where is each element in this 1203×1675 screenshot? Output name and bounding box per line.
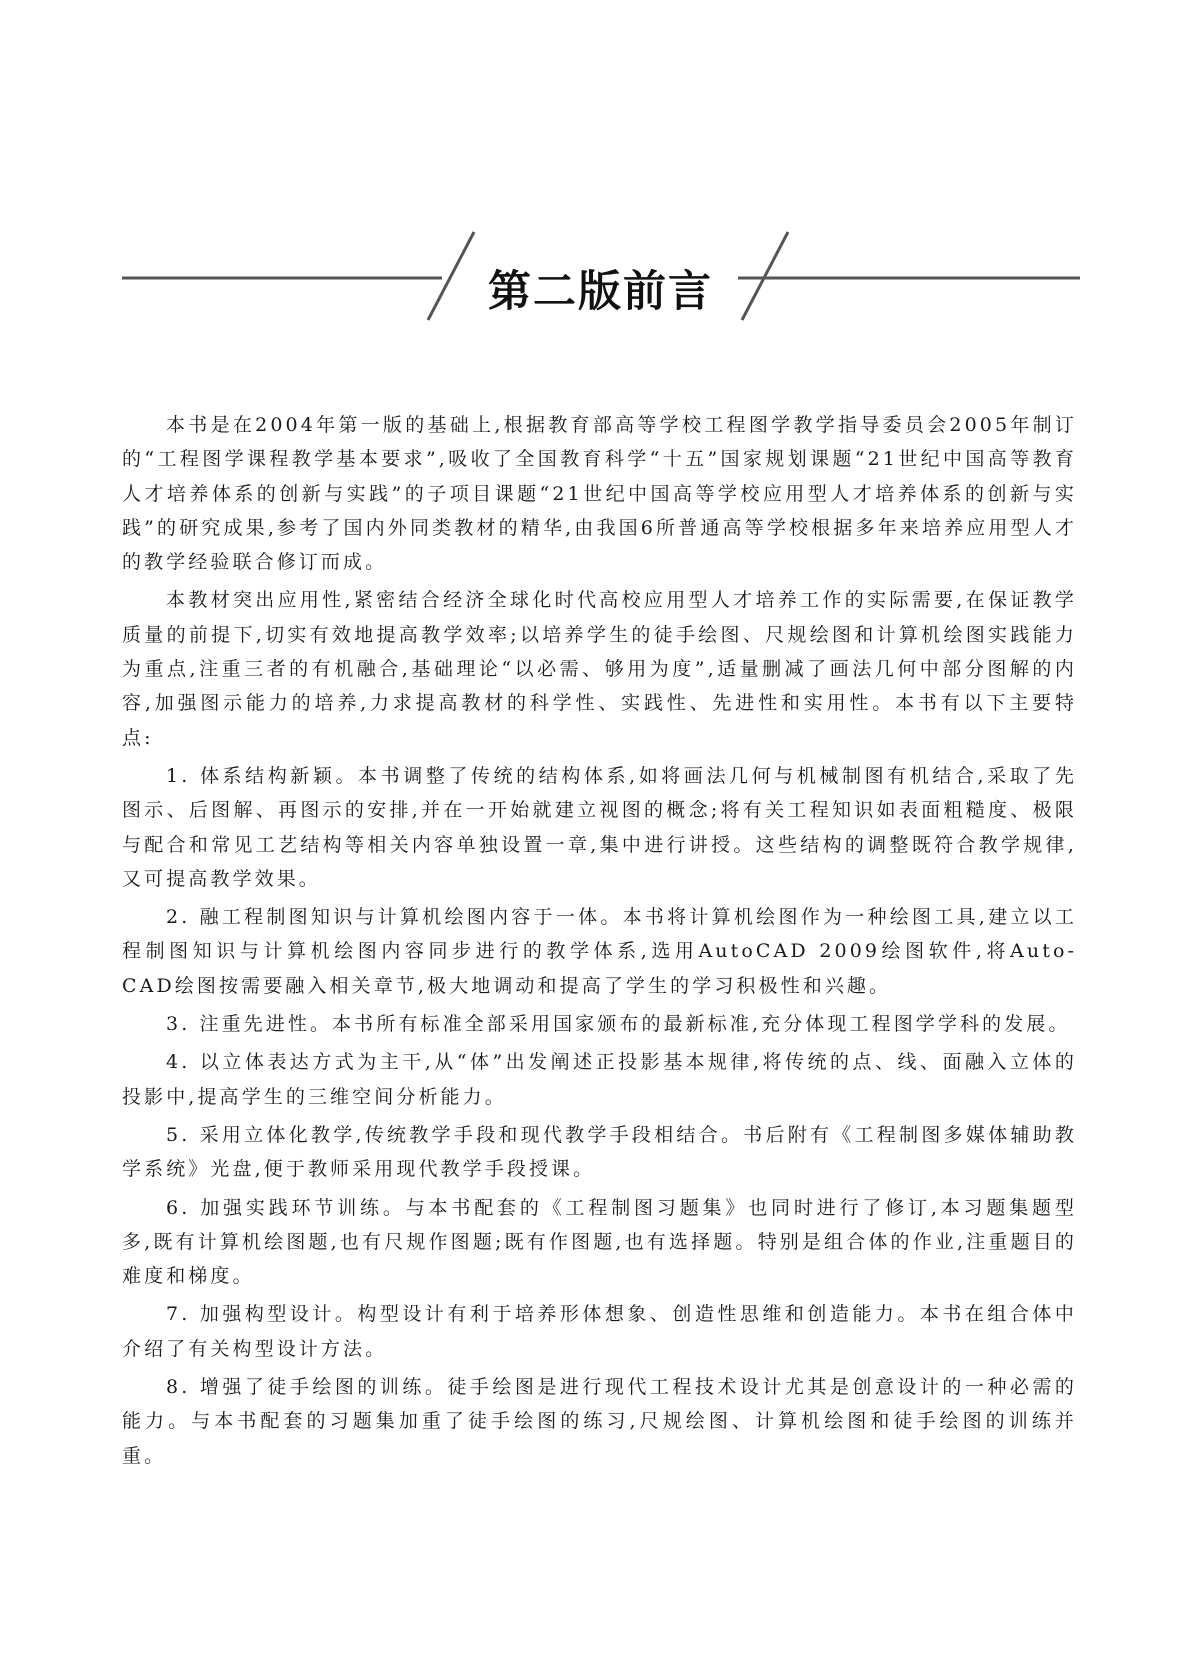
- preface-body: [122, 408, 1077, 1477]
- paragraph-overview: 本教材突出应用性,紧密结合经济全球化时代高校应用型人才培养工作的实际需要,在保证教学质量的前提下,切实有效地提高教学效率;以培养学生的徒手绘图、尺规绘图和计算机绘图实践能力为重点,注重三者的有机融合,基础理论“以必需、够用为度”,适量删减了画法几何中部分图解的内容,加强图示能力的培养,力求提高教材的科学性、实践性、先进性和实用性。本书有以下主要特点:: [122, 589, 1077, 749]
- feature-item-1: 1. 体系结构新颖。本书调整了传统的结构体系,如将画法几何与机械制图有机结合,采取了先图示、后图解、再图示的安排,并在一开始就建立视图的概念;将有关工程知识如表面粗糙度、极限与配合和常见工艺结构等相关内容单独设置一章,集中进行讲授。这些结构的调整既符合教学规律,又可提高教学效果。: [122, 764, 1077, 890]
- paragraph-intro: 本书是在2004年第一版的基础上,根据教育部高等学校工程图学教学指导委员会2005年制订的“工程图学课程教学基本要求”,吸收了全国教育科学“十五”国家规划课题“21世纪中国高等教育人才培养体系的创新与实践”的子项目课题“21世纪中国高等学校应用型人才培养体系的创新与实践”的研究成果,参考了国内外同类教材的精华,由我国6所普通高等学校根据多年来培养应用型人才的教学经验联合修订而成。: [122, 414, 1077, 574]
- feature-item-3: 3. 注重先进性。本书所有标准全部采用国家颁布的最新标准,充分体现工程图学学科的发展。: [166, 1013, 1071, 1036]
- feature-item-2: 2. 融工程制图知识与计算机绘图内容于一体。本书将计算机绘图作为一种绘图工具,建立以工程制图知识与计算机绘图内容同步进行的教学体系,选用AutoCAD 2009绘图软件,将Auto-CAD绘图按需要融入相关章节,极大地调动和提高了学生的学习积极性和兴趣。: [122, 906, 1077, 997]
- page-title: 第二版前言: [488, 267, 713, 317]
- feature-item-5: 5. 采用立体化教学,传统教学手段和现代教学手段相结合。书后附有《工程制图多媒体辅助教学系统》光盘,便于教师采用现代教学手段授课。: [122, 1123, 1077, 1181]
- feature-item-6: 6. 加强实践环节训练。与本书配套的《工程制图习题集》也同时进行了修订,本习题集题型多,既有计算机绘图题,也有尺规作图题;既有作图题,也有选择题。特别是组合体的作业,注重题目的难度和梯度。: [122, 1196, 1077, 1288]
- feature-item-8: 8. 增强了徒手绘图的训练。徒手绘图是进行现代工程技术设计尤其是创意设计的一种必需的能力。与本书配套的习题集加重了徒手绘图的练习,尺规绘图、计算机绘图和徒手绘图的训练并重。: [122, 1376, 1077, 1467]
- header-left-slash: [428, 232, 474, 320]
- chapter-header: [0, 230, 1203, 350]
- header-right-slash: [742, 232, 788, 320]
- feature-item-4: 4. 以立体表达方式为主干,从“体”出发阐述正投影基本规律,将传统的点、线、面融入立体的投影中,提高学生的三维空间分析能力。: [122, 1051, 1077, 1108]
- feature-item-7: 7. 加强构型设计。构型设计有利于培养形体想象、创造性思维和创造能力。本书在组合体中介绍了有关构型设计方法。: [122, 1303, 1077, 1360]
